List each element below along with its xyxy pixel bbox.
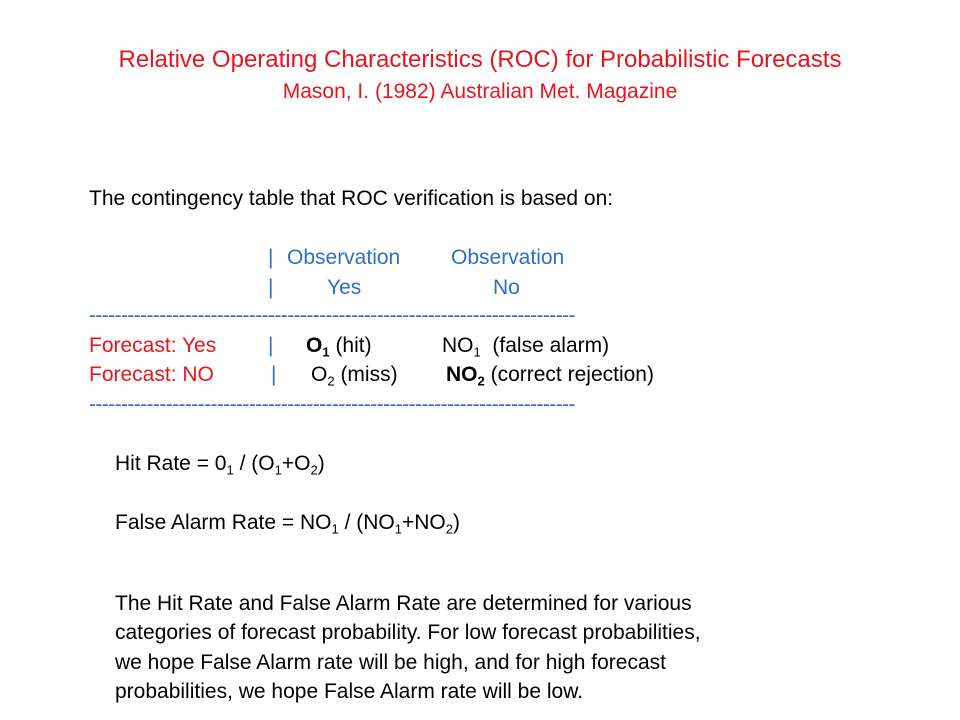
hit-rate-mid-1: / (O bbox=[233, 452, 275, 475]
hit-rate-sub-1: 1 bbox=[226, 462, 234, 478]
header-no: No bbox=[493, 276, 520, 299]
paragraph-line-3: we hope False Alarm rate will be high, and for high forecast bbox=[115, 651, 666, 674]
hit-rate-end: ) bbox=[317, 452, 325, 475]
page-title: Relative Operating Characteristics (ROC) for Probabilistic Forecasts bbox=[118, 46, 842, 73]
false-alarm-rate-formula bbox=[115, 511, 460, 535]
table-divider-bottom: ---------------------------------------------------------------------------- bbox=[89, 393, 575, 416]
cell-correct-rejection bbox=[446, 363, 654, 387]
far-prefix: False Alarm Rate = NO bbox=[115, 511, 332, 534]
row-sep-1: | bbox=[268, 334, 274, 357]
cell-miss bbox=[311, 363, 398, 387]
far-sub-3: 2 bbox=[445, 521, 454, 537]
cell-hit-note: (hit) bbox=[335, 334, 372, 357]
row-label-forecast-no: Forecast: NO bbox=[89, 363, 214, 386]
cell-miss-main: O bbox=[311, 363, 328, 386]
cell-hit bbox=[306, 334, 372, 358]
cell-miss-sub: 2 bbox=[327, 373, 335, 389]
paragraph-line-4: probabilities, we hope False Alarm rate will be low. bbox=[115, 680, 584, 703]
paragraph-line-1: The Hit Rate and False Alarm Rate are determined for various bbox=[115, 592, 692, 615]
header-observation-no: Observation bbox=[451, 246, 565, 269]
cell-correct-rejection-note: (correct rejection) bbox=[490, 363, 654, 386]
table-divider-top: ---------------------------------------------------------------------------- bbox=[89, 304, 575, 327]
far-sub-2: 1 bbox=[394, 521, 402, 537]
hit-rate-formula bbox=[115, 452, 325, 476]
header-observation-yes: Observation bbox=[287, 246, 401, 269]
hit-rate-sub-2: 1 bbox=[274, 462, 282, 478]
citation: Mason, I. (1982) Australian Met. Magazine bbox=[282, 80, 678, 103]
cell-correct-rejection-main: NO bbox=[446, 363, 478, 386]
far-mid-1: / (NO bbox=[338, 511, 395, 534]
cell-hit-sub: 1 bbox=[322, 344, 330, 360]
header-yes: Yes bbox=[327, 276, 362, 299]
cell-false-alarm-main: NO bbox=[442, 334, 474, 357]
far-mid-2: +NO bbox=[402, 511, 446, 534]
hit-rate-sub-3: 2 bbox=[310, 462, 318, 478]
row-sep-2: | bbox=[271, 363, 277, 386]
far-sub-1: 1 bbox=[331, 521, 339, 537]
hit-rate-mid-2: +O bbox=[281, 452, 311, 475]
cell-hit-main: O bbox=[306, 334, 323, 357]
intro-text: The contingency table that ROC verification is based on: bbox=[89, 187, 614, 210]
cell-false-alarm bbox=[442, 334, 609, 358]
far-end: ) bbox=[453, 511, 461, 534]
row-label-forecast-yes: Forecast: Yes bbox=[89, 334, 217, 357]
cell-correct-rejection-sub: 2 bbox=[477, 373, 485, 389]
cell-false-alarm-note: (false alarm) bbox=[492, 334, 610, 357]
header-sep-1: | bbox=[268, 246, 274, 269]
hit-rate-prefix: Hit Rate = 0 bbox=[115, 452, 227, 475]
header-sep-2: | bbox=[268, 276, 274, 299]
cell-false-alarm-sub: 1 bbox=[473, 344, 481, 360]
cell-miss-note: (miss) bbox=[340, 363, 398, 386]
paragraph-line-2: categories of forecast probability. For low forecast probabilities, bbox=[115, 621, 701, 644]
